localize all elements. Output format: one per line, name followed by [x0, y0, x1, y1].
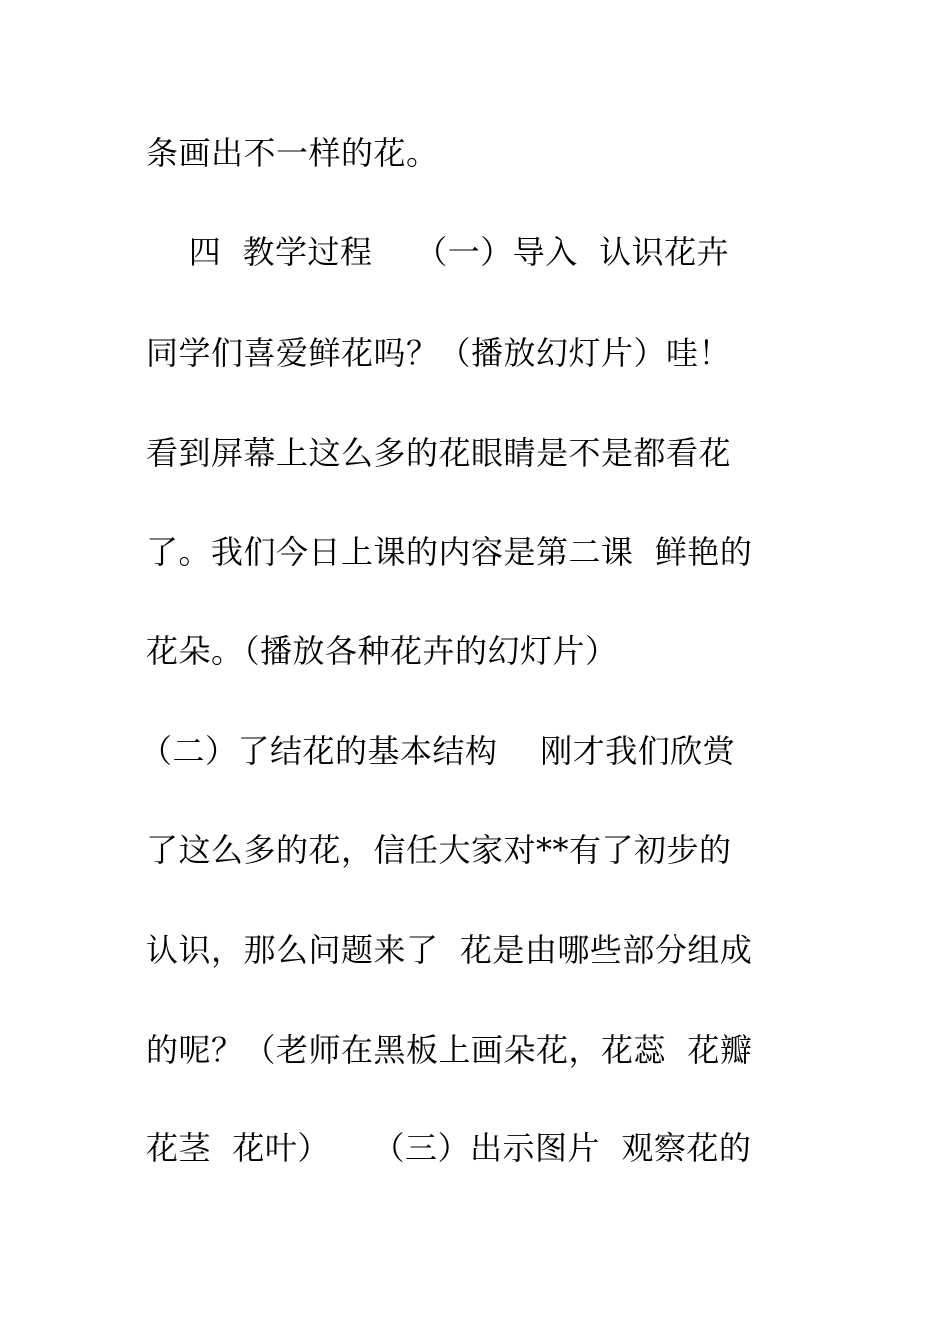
text-line: （二）了结花的基本结构 刚才我们欣赏 [140, 732, 736, 770]
text-line: 花朵。（播放各种花卉的幻灯片） [146, 632, 618, 670]
text-line: 看到屏幕上这么多的花眼睛是不是都看花 [146, 434, 732, 472]
text-line: 花茎 花叶） （三）出示图片 观察花的 [146, 1129, 752, 1167]
text-line: 的呢？（老师在黑板上画朵花，花蕊 花瓣 [146, 1031, 753, 1069]
text-line: 条画出不一样的花。 [146, 134, 439, 172]
text-line: 同学们喜爱鲜花吗？（播放幻灯片）哇！ [146, 334, 732, 372]
section-heading-line: 四 教学过程 （一）导入 认识花卉 [146, 233, 730, 271]
text-line: 了。我们今日上课的内容是第二课 鲜艳的 [146, 533, 753, 571]
text-line: 认识，那么问题来了 花是由哪些部分组成 [146, 931, 753, 969]
text-line: 了这么多的花，信任大家对**有了初步的 [146, 831, 732, 869]
